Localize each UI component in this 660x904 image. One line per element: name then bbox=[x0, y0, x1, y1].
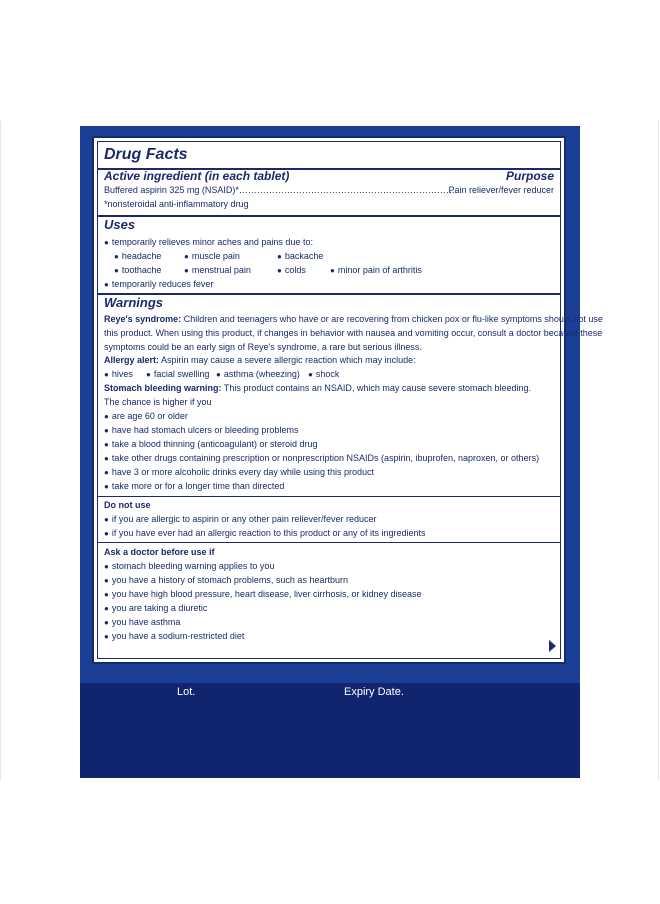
allergy-item-shock: ● shock bbox=[308, 369, 339, 379]
purpose-heading: Purpose bbox=[505, 169, 554, 183]
ingredient-name: Buffered aspirin 325 mg (NSAID)* bbox=[104, 185, 239, 195]
continue-arrow-icon bbox=[549, 640, 556, 652]
stomach-item-nsaids: ● take other drugs containing prescription or nonprescription NSAIDs (aspirin, ibuprofen, naproxen, or others) bbox=[104, 452, 539, 466]
reye-text-1: Children and teenagers who have or are recovering from chicken pox or flu-like symptoms should not use bbox=[183, 314, 603, 324]
uses-item-toothache: ● toothache bbox=[114, 265, 161, 275]
ask-doctor-item-3: ● you have high blood pressure, heart disease, liver cirrhosis, or kidney disease bbox=[104, 588, 422, 602]
uses-item-backache: ● backache bbox=[277, 251, 323, 261]
do-not-use-heading: Do not use bbox=[104, 500, 151, 510]
ask-doctor-item-5: ● you have asthma bbox=[104, 616, 180, 630]
uses-item-arthritis: ● minor pain of arthritis bbox=[330, 265, 422, 275]
uses-item-muscle-pain: ● muscle pain bbox=[184, 251, 240, 261]
reye-line-2: this product. When using this product, if changes in behavior with nausea and vomiting occur, consult a doctor because these bbox=[104, 328, 603, 338]
package-footer-band bbox=[80, 683, 580, 778]
ask-doctor-divider bbox=[98, 542, 560, 543]
drug-facts-inner-border bbox=[97, 141, 603, 659]
uses-item-menstrual-pain: ● menstrual pain bbox=[184, 265, 251, 275]
stomach-item-ulcers: ● have had stomach ulcers or bleeding problems bbox=[104, 424, 298, 438]
allergy-text: Aspirin may cause a severe allergic reaction which may include: bbox=[161, 355, 416, 365]
stomach-line bbox=[104, 382, 531, 396]
uses-divider bbox=[98, 215, 560, 217]
ask-doctor-item-1: ● stomach bleeding warning applies to you bbox=[104, 560, 274, 574]
warnings-heading: Warnings bbox=[104, 295, 163, 310]
stomach-item-age: ● are age 60 or older bbox=[104, 410, 188, 424]
allergy-item-hives: ● hives bbox=[104, 369, 133, 379]
stomach-text: This product contains an NSAID, which may cause severe stomach bleeding. bbox=[223, 383, 532, 393]
stomach-item-longer: ● take more or for a longer time than directed bbox=[104, 480, 284, 494]
nsaid-footnote: *nonsteroidal anti-inflammatory drug bbox=[104, 199, 249, 209]
reye-label: Reye's syndrome: bbox=[104, 314, 182, 324]
uses-item-colds: ● colds bbox=[277, 265, 306, 275]
ask-doctor-heading: Ask a doctor before use if bbox=[104, 547, 215, 557]
do-not-use-item-1: ● if you are allergic to aspirin or any other pain reliever/fever reducer bbox=[104, 513, 376, 527]
expiry-date-label: Expiry Date. bbox=[344, 686, 404, 698]
leader-dots: ………………………………………………………………. bbox=[238, 185, 458, 195]
reye-line-3: symptoms could be an early sign of Reye's syndrome, a rare but serious illness. bbox=[104, 342, 422, 352]
purpose-text: Pain reliever/fever reducer bbox=[448, 185, 554, 195]
uses-line-2: ● temporarily reduces fever bbox=[104, 278, 213, 292]
ask-doctor-item-4: ● you are taking a diuretic bbox=[104, 602, 207, 616]
stomach-label: Stomach bleeding warning: bbox=[104, 383, 222, 393]
allergy-line bbox=[104, 354, 416, 368]
allergy-label: Allergy alert: bbox=[104, 355, 160, 365]
ask-doctor-item-6: ● you have a sodium-restricted diet bbox=[104, 630, 244, 644]
allergy-item-asthma: ● asthma (wheezing) bbox=[216, 369, 300, 379]
active-ingredient-heading: Active ingredient (in each tablet) bbox=[104, 169, 290, 183]
reye-line-1 bbox=[104, 313, 603, 327]
warnings-divider bbox=[98, 293, 560, 295]
uses-heading: Uses bbox=[104, 217, 136, 232]
chance-line: The chance is higher if you bbox=[104, 397, 212, 407]
lot-label: Lot. bbox=[177, 686, 196, 698]
allergy-item-facial-swelling: ● facial swelling bbox=[146, 369, 209, 379]
stomach-item-blood-thinner: ● take a blood thinning (anticoagulant) or steroid drug bbox=[104, 438, 317, 452]
drug-facts-panel bbox=[92, 136, 603, 664]
left-edge-line bbox=[0, 121, 1, 780]
uses-item-headache: ● headache bbox=[114, 251, 161, 261]
do-not-use-divider bbox=[98, 496, 560, 497]
drug-facts-title: Drug Facts bbox=[104, 146, 188, 163]
stomach-item-alcohol: ● have 3 or more alcoholic drinks every day while using this product bbox=[104, 466, 374, 480]
active-ingredient-line bbox=[104, 184, 457, 198]
right-edge-line bbox=[658, 121, 659, 780]
uses-line-1: ● temporarily relieves minor aches and pains due to: bbox=[104, 236, 313, 250]
do-not-use-item-2: ● if you have ever had an allergic reaction to this product or any of its ingredients bbox=[104, 527, 426, 541]
ask-doctor-item-2: ● you have a history of stomach problems, such as heartburn bbox=[104, 574, 348, 588]
